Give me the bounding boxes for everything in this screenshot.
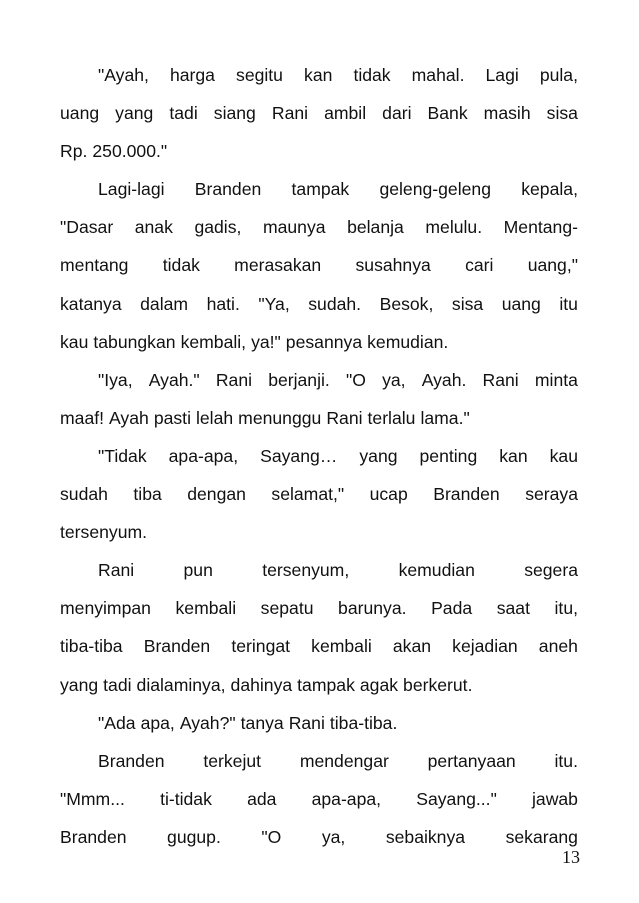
text-line bbox=[60, 323, 578, 361]
word: kembali bbox=[311, 636, 372, 657]
word: cari bbox=[465, 255, 494, 276]
word: tidak bbox=[162, 255, 200, 276]
word: Branden bbox=[98, 750, 165, 771]
text-line bbox=[60, 361, 578, 399]
text-line bbox=[60, 818, 578, 856]
text-line bbox=[60, 399, 578, 437]
word: mentang bbox=[60, 255, 129, 276]
word: kembali, bbox=[180, 331, 247, 352]
word: pertanyaan bbox=[427, 750, 516, 771]
word: 250.000." bbox=[92, 141, 168, 162]
word: yang bbox=[115, 103, 154, 124]
word: tadi bbox=[169, 103, 198, 124]
word: geleng-geleng bbox=[379, 179, 491, 200]
word: jawab bbox=[532, 788, 578, 809]
word: kepala, bbox=[521, 179, 578, 200]
word: kau bbox=[60, 331, 89, 352]
word: kemudian. bbox=[367, 331, 449, 352]
word: yang bbox=[60, 674, 99, 695]
word: "O bbox=[345, 369, 366, 390]
word: segitu bbox=[236, 65, 283, 85]
word: melulu. bbox=[425, 217, 483, 238]
word: sudah bbox=[60, 484, 108, 505]
word: Sayang..." bbox=[416, 788, 497, 809]
word: kejadian bbox=[452, 636, 518, 657]
word: kan bbox=[499, 445, 528, 466]
word: gadis, bbox=[194, 217, 242, 238]
word: pasti bbox=[153, 407, 191, 428]
word: Branden bbox=[143, 636, 211, 657]
word: menyimpan bbox=[60, 598, 151, 619]
word: katanya bbox=[60, 293, 122, 314]
word: siang bbox=[213, 103, 256, 124]
text-line bbox=[60, 94, 578, 132]
word: susahnya bbox=[355, 255, 431, 276]
word: apa, bbox=[140, 712, 175, 733]
word: belanja bbox=[347, 217, 404, 238]
word: dialaminya, bbox=[136, 674, 226, 695]
word: "Tidak bbox=[98, 445, 147, 466]
word: Branden bbox=[433, 484, 500, 505]
word: agak bbox=[359, 674, 399, 695]
word: dengan bbox=[187, 484, 246, 505]
word: teringat bbox=[231, 636, 291, 657]
word: Rani bbox=[288, 712, 325, 733]
word: tidak bbox=[353, 65, 391, 85]
word: Lagi-lagi bbox=[98, 179, 165, 200]
word: kan bbox=[304, 65, 333, 85]
word: Branden bbox=[194, 179, 262, 200]
text-line bbox=[60, 437, 578, 475]
text-line bbox=[60, 780, 578, 818]
word: ambil bbox=[324, 103, 367, 124]
word: menunggu bbox=[238, 407, 322, 428]
word: terlalu bbox=[367, 407, 416, 428]
word: Rani bbox=[326, 407, 363, 428]
text-line bbox=[60, 246, 578, 284]
word: kemudian bbox=[398, 560, 475, 581]
word: gugup. bbox=[167, 826, 221, 847]
word: itu, bbox=[554, 598, 578, 619]
text-line bbox=[60, 170, 578, 208]
word: lama." bbox=[420, 407, 470, 428]
word: sepatu bbox=[260, 598, 314, 619]
word: dalam bbox=[140, 293, 189, 314]
word: hati. bbox=[206, 293, 240, 314]
word: apa-apa, bbox=[168, 445, 239, 466]
word: sekarang bbox=[505, 826, 578, 847]
word: "Iya, bbox=[98, 369, 133, 390]
word: segera bbox=[524, 560, 578, 581]
word: yang bbox=[359, 445, 398, 466]
word: aneh bbox=[538, 636, 578, 657]
text-line bbox=[60, 132, 578, 170]
text-line bbox=[60, 742, 578, 780]
word: saat bbox=[496, 598, 530, 619]
word: masih bbox=[483, 103, 531, 124]
word: Rani bbox=[98, 560, 135, 581]
word: ucap bbox=[369, 484, 408, 505]
word: "Dasar bbox=[60, 217, 114, 238]
word: Besok, bbox=[379, 293, 434, 314]
word: merasakan bbox=[234, 255, 322, 276]
word: "Ya, bbox=[258, 293, 290, 314]
word: ya, bbox=[321, 826, 346, 847]
word: berjanji. bbox=[268, 369, 330, 390]
word: Ayah." bbox=[148, 369, 200, 390]
word: itu bbox=[559, 293, 578, 314]
word: lelah bbox=[195, 407, 234, 428]
word: Ayah. bbox=[421, 369, 467, 390]
word: tampak bbox=[297, 674, 355, 695]
word: selamat," bbox=[271, 484, 345, 505]
word: tiba-tiba bbox=[60, 636, 123, 657]
word: tersenyum. bbox=[60, 522, 148, 543]
word: Rani bbox=[215, 369, 253, 390]
word: tanya bbox=[240, 712, 284, 733]
word: harga bbox=[169, 65, 215, 85]
word: akan bbox=[392, 636, 432, 657]
word: tampak bbox=[291, 179, 350, 200]
word: "Ayah, bbox=[98, 65, 149, 85]
text-line bbox=[60, 56, 578, 94]
word: tersenyum, bbox=[262, 560, 350, 581]
text-line bbox=[60, 704, 578, 742]
word: Mentang- bbox=[503, 217, 578, 238]
word: kembali bbox=[175, 598, 237, 619]
text-line bbox=[60, 475, 578, 513]
word: Lagi bbox=[485, 65, 519, 85]
word: "O bbox=[261, 826, 282, 847]
word: ada bbox=[247, 788, 277, 809]
word: Bank bbox=[427, 103, 468, 124]
word: anak bbox=[134, 217, 173, 238]
word: maunya bbox=[262, 217, 326, 238]
word: dari bbox=[382, 103, 412, 124]
word: Rani bbox=[482, 369, 519, 390]
word: mahal. bbox=[411, 65, 465, 85]
word: Ayah?" bbox=[179, 712, 236, 733]
word: "Mmm... bbox=[60, 788, 125, 809]
word: terkejut bbox=[203, 750, 262, 771]
word: Sayang… bbox=[260, 445, 338, 466]
word: dahinya bbox=[230, 674, 293, 695]
word: berkerut. bbox=[403, 674, 473, 695]
word: barunya. bbox=[338, 598, 407, 619]
word: pun bbox=[183, 560, 213, 581]
word: Rp. bbox=[60, 141, 88, 162]
word: sudah. bbox=[308, 293, 362, 314]
body-text bbox=[60, 56, 578, 856]
text-line bbox=[60, 208, 578, 246]
word: kau bbox=[549, 445, 578, 466]
text-line bbox=[60, 551, 578, 589]
word: Rani bbox=[271, 103, 309, 124]
word: pesannya bbox=[285, 331, 363, 352]
word: maaf! bbox=[60, 407, 105, 428]
word: itu. bbox=[554, 750, 578, 771]
word: "Ada bbox=[98, 712, 136, 733]
word: penting bbox=[419, 445, 478, 466]
word: tabungkan bbox=[93, 331, 176, 352]
word: Pada bbox=[431, 598, 473, 619]
word: tadi bbox=[103, 674, 132, 695]
word: Branden bbox=[60, 826, 127, 847]
text-line bbox=[60, 589, 578, 627]
word: ti-tidak bbox=[160, 788, 212, 809]
word: uang," bbox=[527, 255, 578, 276]
word: tiba-tiba. bbox=[329, 712, 398, 733]
text-line bbox=[60, 627, 578, 665]
word: minta bbox=[534, 369, 578, 390]
word: mendengar bbox=[299, 750, 389, 771]
word: seraya bbox=[525, 484, 578, 505]
word: sebaiknya bbox=[385, 826, 466, 847]
word: ya!" bbox=[251, 331, 281, 352]
word: pula, bbox=[539, 65, 578, 85]
word: tiba bbox=[133, 484, 162, 505]
text-line bbox=[60, 666, 578, 704]
word: uang bbox=[501, 293, 541, 314]
word: apa-apa, bbox=[311, 788, 382, 809]
word: sisa bbox=[546, 103, 578, 124]
page-number: 13 bbox=[562, 847, 580, 867]
text-line bbox=[60, 285, 578, 323]
word: Ayah bbox=[109, 407, 149, 428]
word: ya, bbox=[382, 369, 406, 390]
word: uang bbox=[60, 103, 100, 124]
text-line bbox=[60, 513, 578, 551]
word: sisa bbox=[451, 293, 484, 314]
